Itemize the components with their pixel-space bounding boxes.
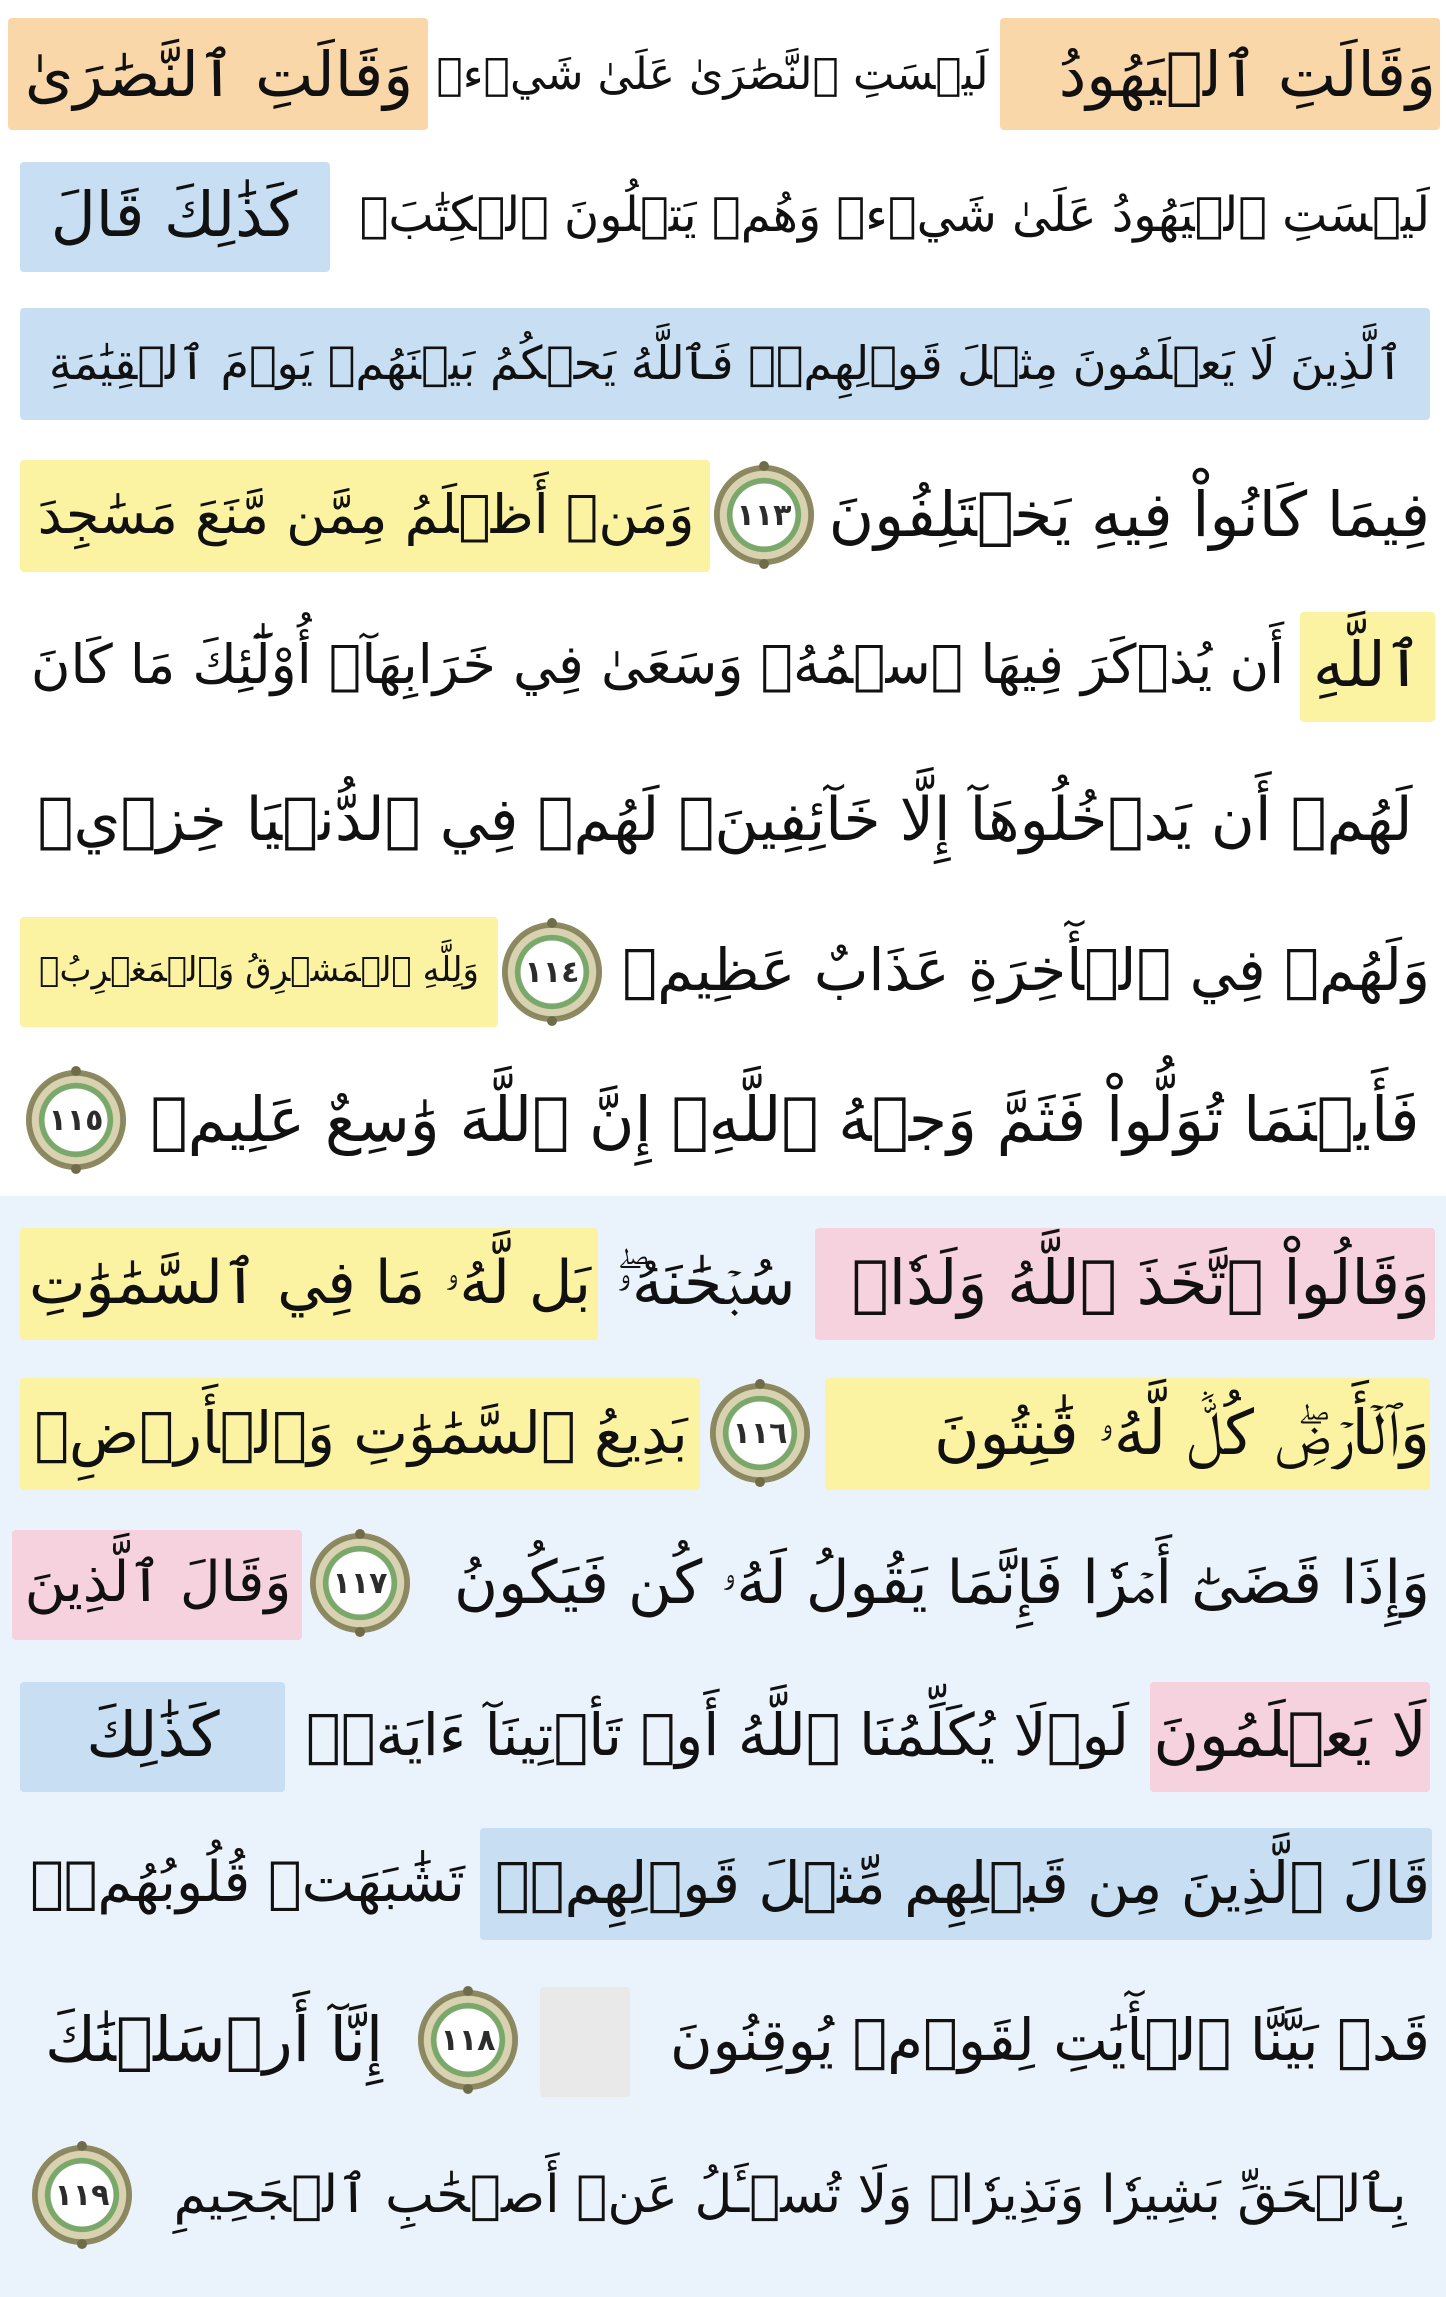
verse-line-5 xyxy=(0,600,1446,730)
line-segment: بَدِيعُ ٱلسَّمَٰوَٰتِ وَٱلۡأَرۡضِۖ xyxy=(34,1399,688,1467)
verse-line-9 xyxy=(0,1218,1446,1348)
verse-line-3 xyxy=(0,298,1446,428)
line-segment: بَل لَّهُۥ مَا فِي ٱلسَّمَٰوَٰتِ xyxy=(28,1248,592,1318)
verse-line-1 xyxy=(0,10,1446,140)
line-segment: وَقَالَ ٱلَّذِينَ xyxy=(24,1550,292,1615)
line-segment: ٱللَّهِ xyxy=(1313,628,1422,701)
line-segment: لَيۡسَتِ ٱلۡيَهُودُ عَلَىٰ شَيۡءٖ وَهُمۡ يَتۡلُونَ ٱلۡكِتَٰبَۗ xyxy=(359,187,1430,243)
line-segment: بِٱلۡحَقِّ بَشِيرٗا وَنَذِيرٗاۖ وَلَا تُسۡـَٔلُ عَنۡ أَصۡحَٰبِ ٱلۡجَحِيمِ xyxy=(173,2165,1407,2225)
line-segment: قَالَ ٱلَّذِينَ مِن قَبۡلِهِم مِّثۡلَ قَوۡلِهِمۡۘ xyxy=(494,1849,1430,1917)
line-segment: فِيمَا كَانُواْ فِيهِ يَخۡتَلِفُونَ xyxy=(828,478,1430,551)
verse-line-2 xyxy=(0,150,1446,280)
line-segment: فَأَيۡنَمَا تُوَلُّواْ فَثَمَّ وَجۡهُ ٱللَّهِۚ إِنَّ ٱللَّهَ وَٰسِعٌ عَلِيمٞ xyxy=(150,1083,1420,1156)
line-segment: وَقَالَتِ ٱلۡيَهُودُ xyxy=(1058,38,1436,111)
verse-line-14 xyxy=(0,1975,1446,2105)
ayah-number-marker: ١١٨ xyxy=(418,1990,518,2090)
line-segment: لَهُمۡ أَن يَدۡخُلُوهَآ إِلَّا خَآئِفِينَۚ لَهُمۡ فِي ٱلدُّنۡيَا خِزۡيٞ xyxy=(37,785,1413,855)
line-segment: لَيۡسَتِ ٱلنَّصَٰرَىٰ عَلَىٰ شَيۡءٖ xyxy=(436,49,989,100)
ayah-number-marker: ١١٣ xyxy=(714,465,814,565)
line-segment: وَقَالُواْ ٱتَّخَذَ ٱللَّهُ وَلَدٗاۗ xyxy=(851,1246,1430,1319)
line-segment: كَذَٰلِكَ قَالَ xyxy=(50,178,298,251)
line-segment: وَلِلَّهِ ٱلۡمَشۡرِقُ وَٱلۡمَغۡرِبُۚ xyxy=(39,950,479,990)
line-segment: ٱلَّذِينَ لَا يَعۡلَمُونَ مِثۡلَ قَوۡلِهِمۡۚ فَٱللَّهُ يَحۡكُمُ بَيۡنَهُمۡ يَوۡمَ ٱلۡقِيَٰمَةِ xyxy=(48,336,1404,390)
verse-line-15 xyxy=(0,2130,1446,2260)
line-segment: لَا يَعۡلَمُونَ xyxy=(1153,1698,1427,1771)
verse-line-10 xyxy=(0,1368,1446,1498)
ayah-number-marker: ١١٤ xyxy=(502,922,602,1022)
ayah-number-marker: ١١٦ xyxy=(710,1383,810,1483)
ayah-number-marker: ١١٥ xyxy=(26,1070,126,1170)
line-segment: تَشَٰبَهَتۡ قُلُوبُهُمۡۗ xyxy=(30,1850,465,1915)
line-segment: إِنَّآ أَرۡسَلۡنَٰكَ xyxy=(44,2003,384,2076)
line-segment: وَمَنۡ أَظۡلَمُ مِمَّن مَّنَعَ مَسَٰجِدَ xyxy=(37,483,695,546)
line-segment: وَإِذَا قَضَىٰٓ أَمۡرٗا فَإِنَّمَا يَقُولُ لَهُۥ كُن فَيَكُونُ xyxy=(454,1548,1430,1618)
line-segment: وَقَالَتِ ٱلنَّصَٰرَىٰ xyxy=(24,38,414,111)
verse-line-8 xyxy=(0,1055,1446,1185)
verse-line-7 xyxy=(0,905,1446,1035)
verse-line-12 xyxy=(0,1670,1446,1800)
line-segment: وَلَهُمۡ فِي ٱلۡأٓخِرَةِ عَذَابٌ عَظِيمٞ xyxy=(622,936,1430,1004)
line-segment: لَوۡلَا يُكَلِّمُنَا ٱللَّهُ أَوۡ تَأۡتِينَآ ءَايَةٞۗ xyxy=(305,1701,1130,1769)
line-segment: كَذَٰلِكَ xyxy=(86,1698,220,1771)
verse-line-13 xyxy=(0,1818,1446,1948)
verse-line-11 xyxy=(0,1518,1446,1648)
ayah-number-marker: ١١٩ xyxy=(32,2145,132,2245)
verse-line-6 xyxy=(0,755,1446,885)
verse-line-4 xyxy=(0,450,1446,580)
ayah-number-marker: ١١٧ xyxy=(310,1533,410,1633)
line-segment: وَٱلۡأَرۡضِۖ كُلّٞ لَّهُۥ قَٰنِتُونَ xyxy=(934,1396,1430,1469)
highlight-grey xyxy=(540,1987,630,2097)
line-segment: قَدۡ بَيَّنَّا ٱلۡأٓيَٰتِ لِقَوۡمٖ يُوقِنُونَ xyxy=(670,2006,1430,2074)
line-segment: سُبۡحَٰنَهُۥۖ xyxy=(616,1246,796,1319)
line-segment: أَن يُذۡكَرَ فِيهَا ٱسۡمُهُۥ وَسَعَىٰ فِي خَرَابِهَآۚ أُوْلَٰٓئِكَ مَا كَانَ xyxy=(30,633,1285,696)
